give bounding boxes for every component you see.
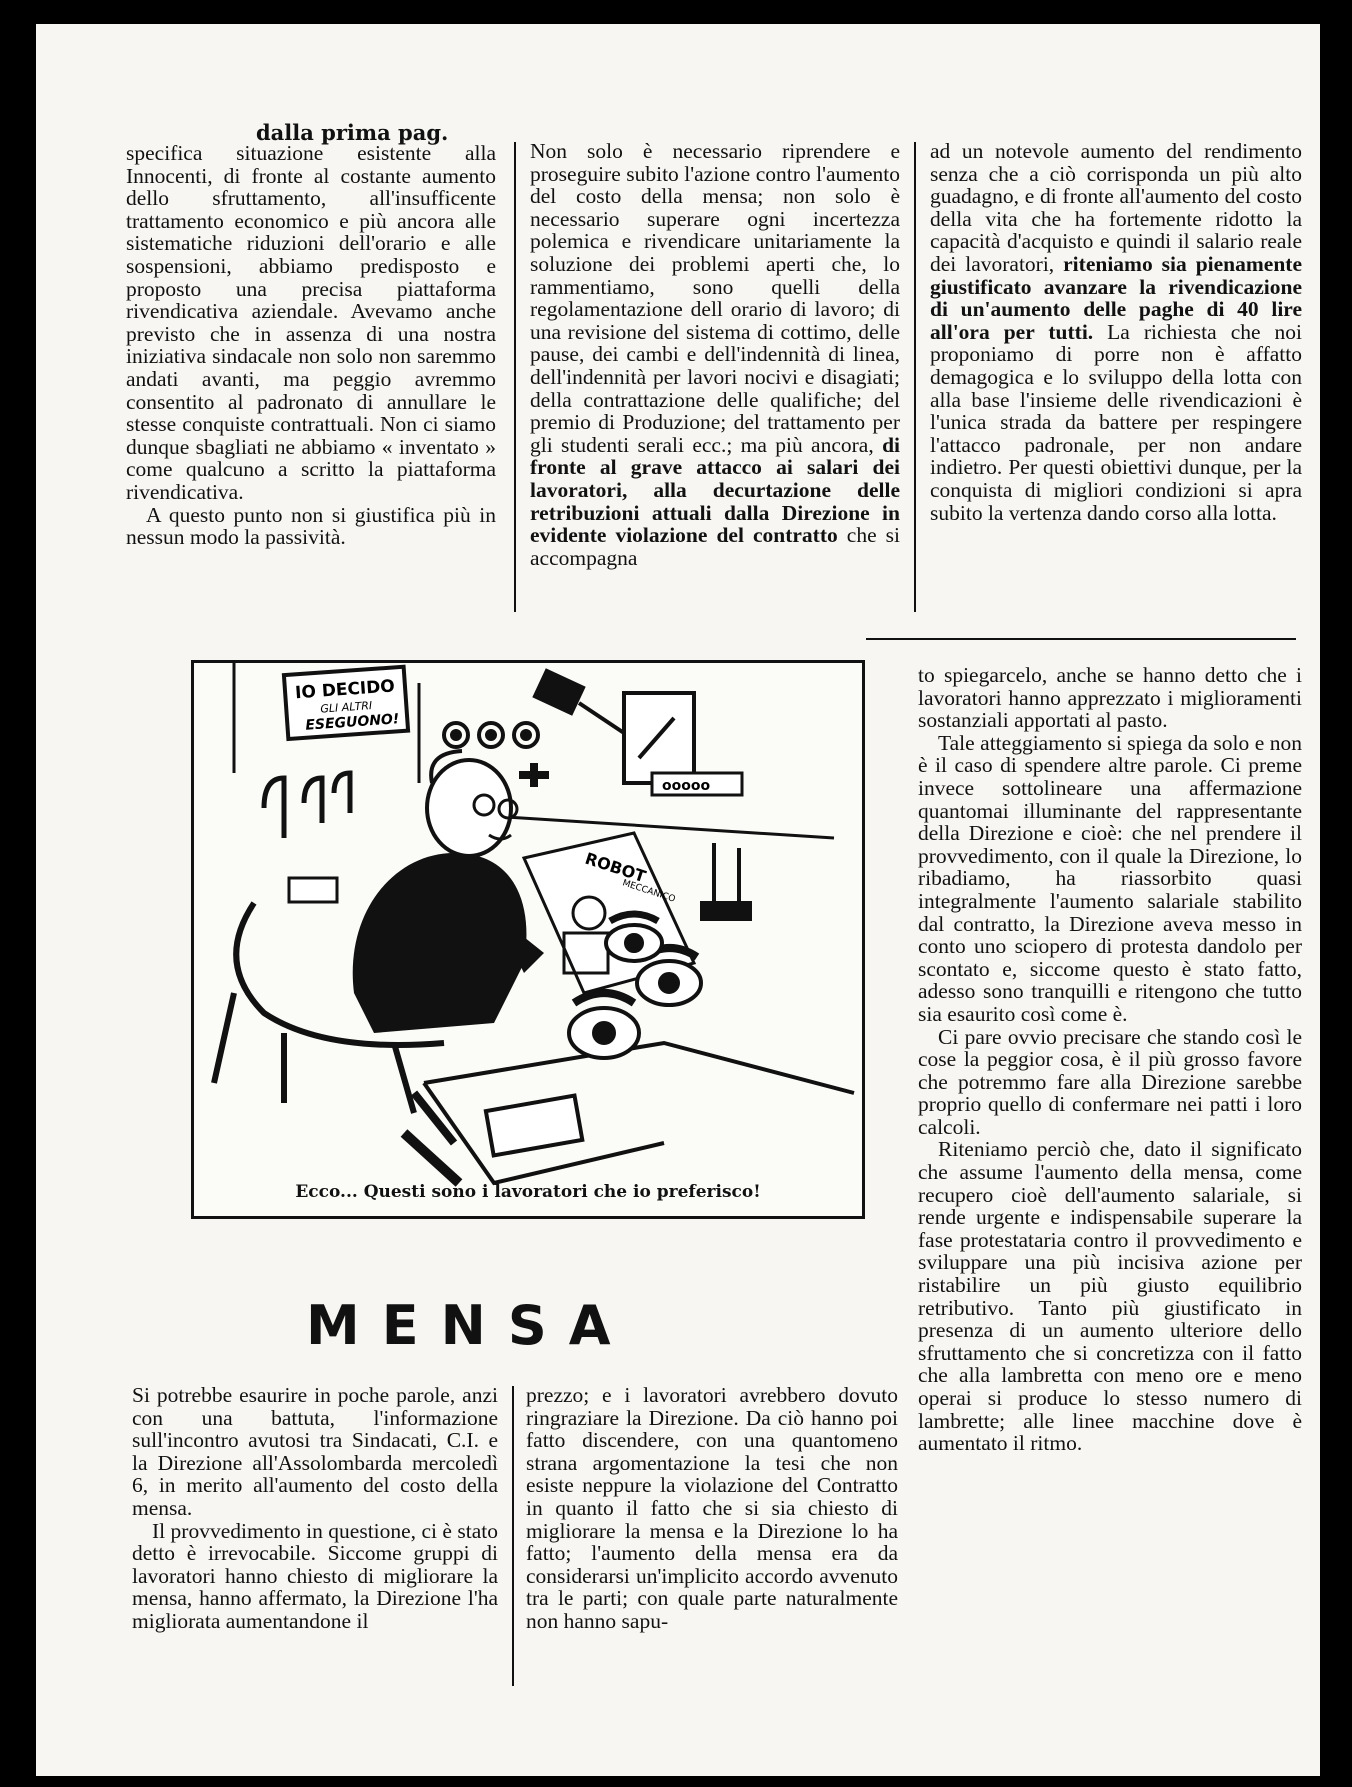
paragraph — [530, 140, 900, 569]
sign-line-2: GLI ALTRI — [319, 699, 373, 716]
section-divider — [866, 638, 1296, 640]
paragraph: Riteniamo perciò che, dato il significato che assume l'aumento della mensa, come recupero cioè dell'aumento salariale, si rende urgente e indispensabile superare la fase protestataria contro il provvedimento e sviluppare una più incisiva azione per ristabilire un più giusto equilibrio retributivo. Tanto più giustificato in presenza di un aumento ulteriore dello sfruttamento che si concretizza con il fatto che alla lambretta con meno ore e meno operai si produce lo stesso numero di lambrette; alle linee macchine dove è aumentato il ritmo. — [918, 1137, 1302, 1456]
column-3-bottom — [918, 664, 1302, 1455]
sign — [284, 667, 408, 739]
cartoon — [191, 660, 865, 1219]
plus-icon — [519, 763, 549, 787]
paragraph: Tale atteggiamento si spiega da solo e non è il caso di spendere altre parole. Ci preme invece sottolineare una affermazione quantomai illuminante del rappresentante della Direzione e cioè: che nel prendere il provvedimento, con il quale la Direzione, lo ribadiamo, ha riassorbito quasi integralmente l'aumento salariale stabilito dal contratto, la Direzione aveva messo in conto uno sciopero di protesta dandolo per scontato e, siccome questo è stato fatto, adesso sono tranquilli e ritengono che tutto sia esaurito così come è. — [918, 730, 1302, 1026]
column-divider — [514, 142, 516, 612]
pipe-controls — [264, 773, 350, 838]
paragraph: prezzo; e i lavoratori avrebbero dovuto ringraziare la Direzione. Da ciò hanno poi fatto discendere, con una quantomeno strana argomentazione la tesi che non esiste neppure la violazione del Contratto in quanto il fatto che si sia chiesto di migliorare la mensa e la Direzione lo ha fatto; l'aumento della mensa era da considerarsi un'implicito accordo avvenuto tra le parti; con quale parte naturalmente non hanno sapu- — [526, 1383, 898, 1633]
column-3-top — [930, 140, 1302, 524]
paragraph: Il provvedimento in questione, ci è stato detto è irrevocabile. Siccome gruppi di lavoratori hanno chiesto di migliorare la mensa, hanno affermato, la Direzione l'ha migliorata aumentandone il — [132, 1518, 498, 1633]
paragraph — [930, 140, 1302, 524]
cartoon-drawing — [194, 663, 862, 1216]
column-2-bottom — [526, 1384, 898, 1633]
column-1-top — [126, 142, 496, 549]
cartoon-caption: Ecco... Questi sono i lavoratori che io preferisco! — [295, 1182, 761, 1202]
boss-figure — [353, 751, 544, 1033]
paragraph-text: ad un notevole aumento del rendimento senza che a ciò corrisponda un più alto guadagno, e di fronte all'aumento del costo della vita che ha fortemente ridotto la capacità d'acquisto e quindi il salario reale dei lavoratori, — [930, 139, 1302, 276]
paragraph: to spiegarcelo, anche se hanno detto che i lavoratori hanno apprezzato i miglioramenti sostanziali apportati al pasto. — [918, 663, 1302, 733]
continuation-heading: dalla prima pag. — [256, 120, 449, 145]
lamp-icon — [535, 671, 694, 783]
paragraph-text: Non solo è necessario riprendere e proseguire subito l'azione contro l'aumento del costo della mensa; non solo è necessario superare ogni incertezza polemica e rivendicare unitariamente la soluzione dei problemi aperti che, lo rammentiamo, sono quelli della regolamentazione dell orario di lavoro; di una revisione del sistema di cottimo, delle pause, dei cambi e dell'indennità di linea, dell'indennità per lavori nocivi e disagiati; della contrattazione delle qualifiche; del premio di Produzione; del trattamento per gli studenti serali ecc.; ma più ancora, — [530, 139, 900, 457]
paragraph: Ci pare ovvio precisare che stando così le cose la peggior cosa, è il più grosso favore che potremmo fare alla Direzione sarebbe proprio quello di confermare nei patti i loro calcoli. — [918, 1024, 1302, 1139]
bold-text: riteniamo sia pienamente giustificato avanzare la rivendicazione di un'aumento delle paghe di 40 lire all'ora per tutti. — [930, 251, 1302, 344]
pen-stand — [702, 843, 750, 919]
control-panel — [652, 773, 742, 795]
column-divider — [914, 142, 916, 612]
sign-line-3: ESEGUONO! — [304, 711, 400, 734]
article-title: MENSA — [306, 1294, 633, 1357]
svg-text:ooooo: ooooo — [662, 778, 711, 794]
sign-line-1: IO DECIDO — [294, 676, 396, 704]
column-divider — [512, 1386, 514, 1686]
paragraph: Si potrebbe esaurire in poche parole, anzi con una battuta, l'informazione sull'incontro avutosi tra Sindacati, C.I. e la Direzione all'Assolombarda mercoledì 6, in merito all'aumento del costo della mensa. — [132, 1383, 498, 1520]
column-1-bottom — [132, 1384, 498, 1633]
dial-icons — [444, 723, 538, 747]
book-subtitle: MECCANICO — [621, 878, 677, 905]
column-2-top — [530, 140, 900, 569]
paragraph-text: che si accompagna — [530, 523, 900, 570]
paragraph: specifica situazione esistente alla Innocenti, di fronte al costante aumento dello sfruttamento, all'insufficente trattamento economico e più ancora alle sistematiche riduzioni dell'orario e alle sospensioni, abbiamo predisposto e proposto una precisa piattaforma rivendicativa aziendale. Avevamo anche previsto che in assenza di una nostra iniziativa sindacale non solo non saremmo andati avanti, ma peggio avremmo consentito al padronato di annullare le stesse conquiste contrattuali. Non ci siamo dunque sbagliati ne abbiamo « inventato » come qualcuno a scritto la piattaforma rivendicativa. — [126, 141, 496, 504]
newspaper-page — [36, 24, 1320, 1776]
book-title: ROBOT — [582, 848, 649, 887]
bold-text: di fronte al grave attacco ai salari dei lavoratori, alla decurtazione delle retribuzioni attuali dalla Direzione in evidente violazione del contratto — [530, 432, 900, 548]
desk — [414, 1043, 854, 1183]
paragraph-text: La richiesta che noi proponiamo di porre non è affatto demagogica e lo sviluppo della lotta con alla base l'insieme delle rivendicazioni è l'unica strada da battere per respingere l'attacco padronale, per non andare indietro. Per questi obiettivi dunque, per la conquista di migliori condizioni si apra subito la vertenza dando corso alla lotta. — [930, 319, 1303, 525]
paragraph: A questo punto non si giustifica più in nessun modo la passività. — [126, 502, 496, 550]
